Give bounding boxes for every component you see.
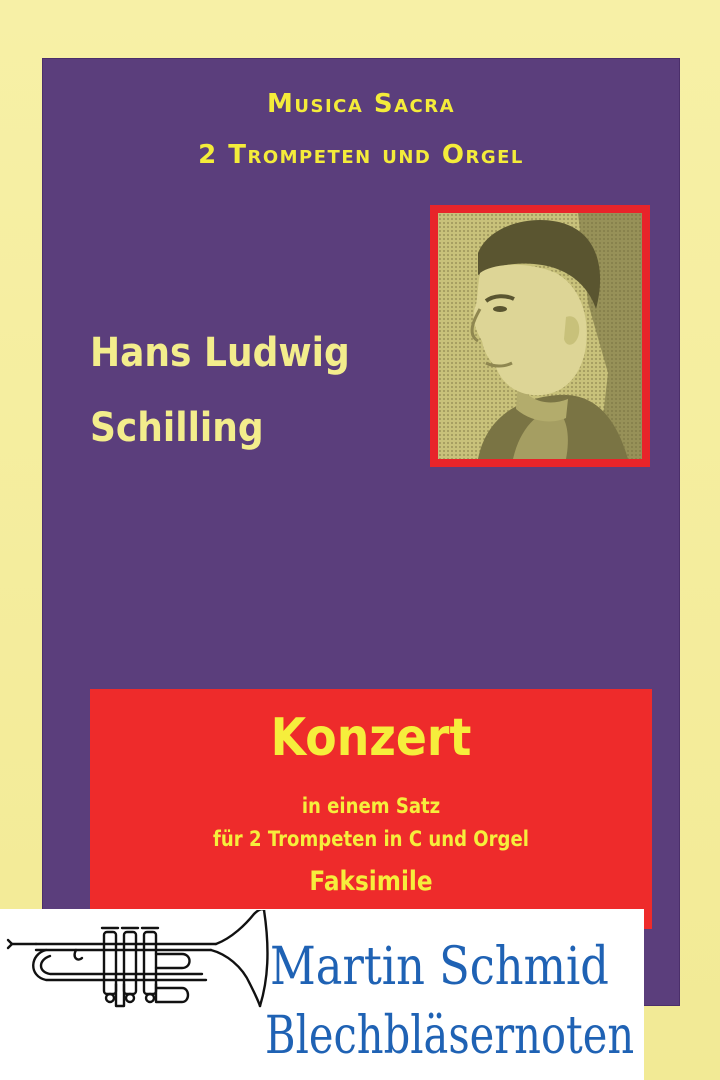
composer-first-name: Hans Ludwig bbox=[90, 330, 350, 376]
publisher-name: Martin Schmid bbox=[270, 937, 609, 997]
portrait-image bbox=[438, 213, 642, 459]
work-subtitle: in einem Satz bbox=[301, 794, 441, 818]
work-title: Konzert bbox=[270, 708, 472, 768]
work-instrumentation: für 2 Trompeten in C und Orgel bbox=[213, 827, 529, 851]
trumpet-icon bbox=[6, 910, 276, 1010]
publisher-tagline: Blechbläsernoten bbox=[265, 1006, 635, 1066]
composer-portrait bbox=[438, 213, 642, 459]
series-title: Musica Sacra bbox=[267, 89, 455, 119]
composer-last-name: Schilling bbox=[90, 405, 264, 451]
edition-label: Faksimile bbox=[309, 866, 433, 897]
series-instrumentation: 2 Trompeten und Orgel bbox=[198, 140, 524, 170]
